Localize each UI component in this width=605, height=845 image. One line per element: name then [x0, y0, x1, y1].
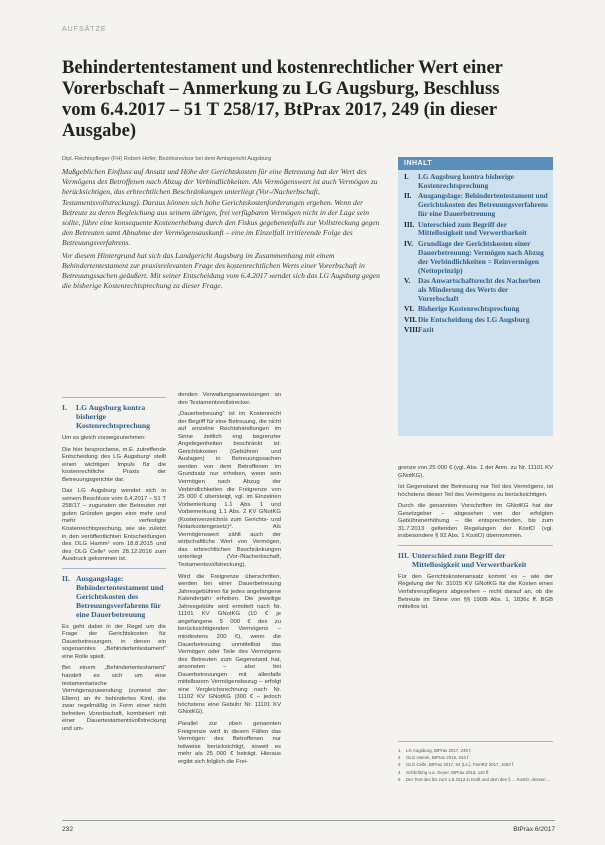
section-divider: [62, 397, 166, 398]
toc-item-label: LG Augsburg kontra bisherige Kostenrechtsprechung: [418, 172, 514, 190]
footnote-text: OLG Celle, BtPrax 2017, 84 (Ls.), FamRZ 2017, 1083 f.: [406, 762, 515, 768]
toc-item-number: III.: [404, 219, 415, 229]
toc-item-label: Unterschied zum Begriff der Mittellosigkeit und Verwertbarkeit: [418, 219, 527, 238]
toc-item-number: II.: [404, 191, 412, 201]
section-heading: [62, 403, 166, 430]
body-paragraph: „Dauerbetreuung“ ist im Kostenrecht der Begriff für eine Betreuung, die nicht auf einzelne Rechtshandlungen im Sinne zeitlich eng begrenzter Angelegenheiten beschränkt ist. Gerichtskosten (Gebühren und Auslagen) in Betreuungssachen werden von dem Betroffenen im Grundsatz nur erhoben, wenn sein Vermögen nach Abzug der Verbindlichkeiten die Freigrenze von 25 000 € übersteigt, vgl. im Einzelnen Vorbemerkung 1.1 Abs. 1 und Vorbemerkung 1.1 Abs. 2 KV GNotKG (Kostenverzeichnis zum Gerichts- und Notarkostengesetz)⁴. Als Vermögenswert zählt auch der wirtschaftliche Wert von Vermögen, das erbrechtlichen Beschränkungen unterliegt (Vor-/Nacherbschaft, Testamentsvollstreckung).: [178, 411, 281, 569]
body-column-left: [62, 393, 166, 737]
body-paragraph: Das LG Augsburg wendet sich in seinem Beschluss vom 6.4.2017 – 51 T 258/17 – zugunsten der Betreuten mit guten Gründen gegen eine mehr und mehr verfestigte Kostenrechtsprechung, wie sie zuletzt in den veröffentlichten Entscheidungen des OLG Hamm² vom 18.8.2015 und des OLG Celle³ vom 28.12.2016 zum Ausdruck gekommen ist.: [62, 488, 166, 563]
toc-item[interactable]: [404, 240, 548, 276]
body-paragraph: grenze von 25 000 € (vgl. Abs. 1 der Anm. zu Nr. 11101 KV GNotKG).: [398, 465, 553, 479]
toc-item-label: Das Anwartschaftsrecht des Nacherben als Minderung des Werts der Vorerbschaft: [418, 275, 541, 303]
toc-item[interactable]: [404, 305, 548, 314]
toc-item-number: IV.: [404, 238, 413, 248]
section-number: II.: [62, 573, 70, 583]
body-paragraph: Ist Gegenstand der Betreuung nur Teil des Vermögens, ist höchstens dieser Teil des Vermögens zu berücksichtigen.: [398, 484, 553, 498]
footnote-number: 1: [398, 748, 401, 753]
intro-abstract: [62, 167, 384, 293]
footnote-divider: [398, 741, 553, 742]
toc-heading: INHALT: [398, 157, 553, 170]
toc-item-number: V.: [404, 275, 411, 285]
toc-item-label: Grundlage der Gerichtskosten einer Dauerbetreuung: Vermögen nach Abzug der Verbindlichkeiten = Reinvermögen (Nettoprinzip): [418, 238, 544, 275]
body-column-middle: [178, 392, 281, 770]
footnote-number: 3: [398, 762, 401, 768]
footnote: [398, 747, 553, 754]
toc-item-number: VII.: [404, 314, 417, 324]
toc-item-label: Ausgangslage: Behindertentestament und Gerichtskosten des Betreuungsverfahrens für eine Dauerbetreuung: [418, 191, 548, 219]
body-paragraph: Wird die Freigrenze überschritten, werden bei einer Dauerbetreuung Jahresgebühren für jedes angefangene Kalenderjahr erhoben. Die jeweilige Jahresgebühr wird ermittelt nach Nr. 11101 KV GNotKG (10 € je angefangene 5 000 € des zu berücksichtigenden Vermögens – mindestens 200 €), wenn die Dauerbetreuung unmittelbar das Vermögen oder Teile des Vermögens des Betreuten zum Gegenstand hat, ansonsten – also bei Dauerbetreuungen mit allenfalls mittelbarem Vermögensbezug – erfolgt eine Vergleichsrechnung nach Nr. 11102 KV GNotKG (300 € – jedoch höchstens eine Gebühr Nr. 11101 KV GNotKG).: [178, 573, 281, 716]
page-number: 232: [62, 826, 74, 833]
toc-item[interactable]: [404, 173, 548, 191]
body-paragraph: Bei einem „Behindertentestament“ handelt es sich um eine testamentarische Vermögenszuwendung (zumeist der Eltern) an ihr behindertes Kind, die zwar regelmäßig in Form einer nicht befreiten Vorerbschaft, kombiniert mit einer Dauertestamentsvollstreckung und um-: [62, 665, 166, 732]
footnote-text: OLG Hamm, BtPrax 2016, 244 f.: [406, 755, 470, 761]
footnote-number: 5: [398, 776, 401, 782]
intro-paragraph: Maßgeblichen Einfluss auf Ansatz und Höhe der Gerichtskosten für eine Betreuung hat der Wert des Vermögens des Betroffenen nach Abzug der Verbindlichkeiten. Als Vermögenswert ist auch Vermögen zu berücksichtigen, das erbrechtlichen Beschränkungen unterliegt (Vor-/Nacherbschaft, Testamentsvollstreckung). Daraus können sich hohe Gerichtskostenforderungen ergeben. Wenn der Betreute zu deren Begleichung aus seinem übrigen, frei verfügbaren Vermögen nicht in der Lage sein sollte, führe eine konsequente Kostenerhebung durch den Fiskus gegebenenfalls zur Vollstreckung gegen den Betreuten samt Abnahme der Vermögensauskunft – eine im Einzelfall irritierende Folge des Betreuungsverfahrens.: [62, 167, 380, 248]
article-title: Behindertentestament und kostenrechtlicher Wert einer Vorerbschaft – Anmerkung zu LG Augsburg, Beschluss vom 6.4.2017 – 51 T 258/17, BtPrax 2017, 249 (in dieser Ausgabe): [62, 58, 503, 141]
section-number: III.: [398, 550, 409, 560]
body-paragraph: Um es gleich vorwegzunehmen:: [62, 435, 146, 441]
intro-paragraph: Vor diesem Hintergrund hat sich das Landgericht Augsburg im Zusammenhang mit einem Behindertentestament zur praxisrelevanten Frage des kostenrechtlichen Werts einer Vorerbschaft in Betreuungssachen geäußert. Mit seiner Entscheidung vom 6.4.2017 wendet sich das LG Augsburg gegen die bisherige Kostenrechtsprechung zu dieser Frage.: [62, 250, 380, 291]
section-divider: [398, 545, 553, 546]
footnote: [398, 754, 553, 761]
section-title: Unterschied zum Begriff der Mittellosigkeit und Verwertbarkeit: [412, 550, 527, 569]
section-title: LG Augsburg kontra bisherige Kostenrechtsprechung: [76, 403, 151, 430]
section-number: I.: [62, 403, 67, 412]
toc-item-number: VI.: [404, 304, 414, 314]
toc-item-label: Fazit: [418, 325, 434, 334]
toc-item-number: VIII.: [404, 325, 420, 334]
journal-issue: BtPrax 6/2017: [513, 826, 555, 833]
toc-item-label: Die Entscheidung des LG Augsburg: [418, 314, 530, 324]
footnote-text: LG Augsburg, BtPrax 2017, 249 f.: [406, 748, 472, 753]
body-paragraph: Parallel zur oben genannten Freigrenze wird in diesen Fällen das Vermögen des Betroffenen nur teilweise berücksichtigt, soweit es mehr als 25 000 € beträgt. Hieraus ergibt sich folglich die Frei-: [178, 720, 281, 765]
toc-item-label: Bisherige Kostenrechtsprechung: [418, 304, 520, 314]
footnote-number: 2: [398, 755, 401, 761]
toc-item[interactable]: [404, 277, 548, 304]
toc-item[interactable]: [404, 221, 548, 239]
body-paragraph: Es geht dabei in der Regel um die Frage der Gerichtskosten für Dauerbetreuungen, in denen ein sogenanntes „Behindertentestament“ eine Rolle spielt.: [62, 623, 166, 660]
section-title: Ausgangslage: Behindertentestament und Gerichtskosten des Betreuungsverfahrens für eine Dauerbetreuung: [76, 573, 164, 619]
table-of-contents: [398, 157, 553, 436]
footnote: [398, 761, 553, 768]
footnote: [398, 769, 553, 776]
footnotes: [398, 737, 553, 783]
footnote: [398, 776, 553, 783]
body-paragraph: Durch die genannten Vorschriften im GNotKG hat der Gesetzgeber – abgesehen von der erfolgten Gebührenerhöhung – die entsprechenden, bis zum 31.7.2013 geltenden Regelungen der KostO (vgl. insbesondere § 92 Abs. 1 KostO) übernommen.: [398, 503, 553, 540]
toc-item[interactable]: [404, 192, 548, 219]
body-paragraph: Für den Gerichtskostenansatz kommt es – wie der Regelung der Nr. 31015 KV GNotKG für die Kosten eines Verfahrenspflegers abgesehen – nicht darauf an, ob die Betreute im Sinne von §§ 1908i Abs. 1, 1836c ff. BGB mittellos ist.: [398, 573, 553, 611]
author-line: Dipl.-Rechtspfleger (FH) Robert Hofer, Bezirksrevisor bei dem Amtsgericht Augsburg: [62, 156, 272, 162]
section-tag: AUFSÄTZE: [62, 26, 107, 33]
footnote-number: 4: [398, 769, 401, 775]
body-paragraph: denden Verwaltungsanweisungen an den Testamentsvollstrecker.: [178, 392, 281, 406]
toc-item[interactable]: [404, 316, 548, 325]
footer-divider: [62, 820, 555, 821]
section-heading: [398, 551, 553, 569]
body-column-right: [398, 465, 553, 616]
toc-list: [398, 173, 553, 335]
section-divider: [62, 568, 166, 569]
section-heading: [62, 574, 166, 619]
footnote-text: Der Text des bis zum 1.8.2013 in Kraft und dem des § ... KostO, dessen ...: [406, 776, 551, 782]
toc-item[interactable]: [404, 326, 548, 335]
toc-item-number: I.: [404, 172, 409, 181]
body-paragraph: Die hier besprochene, m.E. zutreffende Entscheidung des LG Augsburg¹ stellt einen wichtigen Impuls für die kostenrechtliche Praxis der Betreuungsgerichte dar.: [62, 446, 166, 483]
footnote-text: Schlichting u.a. Geyer, BtPrax 2016, 110 ff.: [406, 769, 490, 775]
